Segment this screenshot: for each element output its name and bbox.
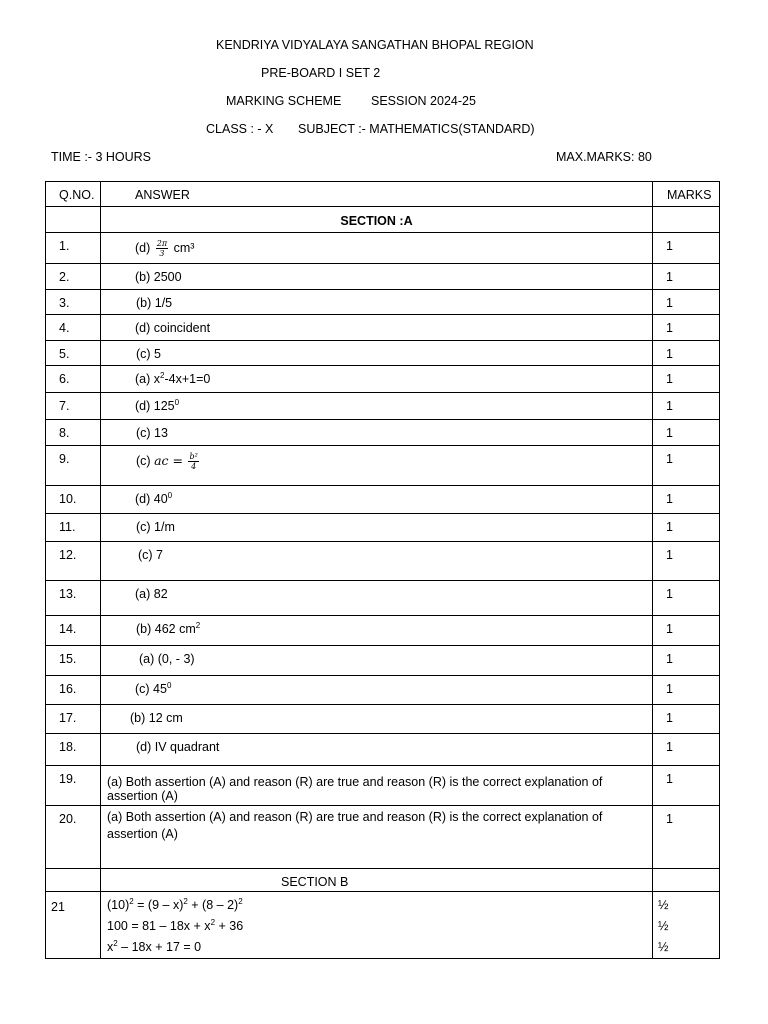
section-a-title: SECTION :A [101,207,653,233]
question-number: 13. [46,581,101,616]
answer-cell: (d) IV quadrant [101,734,653,766]
answer-cell: (b) 1/5 [101,290,653,315]
fraction-numerator: 2π [156,239,168,248]
marks-cell: 1 [653,542,720,581]
question-number: 16. [46,676,101,705]
table-row [46,734,720,766]
answer-cell [101,393,653,420]
table-header-row [46,182,720,207]
answer-text: (c) 45 [135,682,167,696]
table-row [46,581,720,616]
question-number: 15. [46,646,101,676]
marks-cell: 1 [653,676,720,705]
table-row [46,705,720,734]
question-number: 19. [46,766,101,806]
question-number: 12. [46,542,101,581]
answer-fraction [156,239,168,258]
answer-unit: cm³ [173,240,195,255]
marks-cell: 1 [653,581,720,616]
table-row [46,233,720,264]
col-header-marks: MARKS [653,182,720,207]
marks-cell: 1 [653,341,720,366]
marks-cell: 1 [653,233,720,264]
table-row [46,514,720,542]
header-session: SESSION 2024-25 [371,94,476,108]
question-number: 3. [46,290,101,315]
question-number: 9. [46,446,101,486]
question-number: 6. [46,366,101,393]
half-mark: ½ [658,898,669,912]
question-number: 18. [46,734,101,766]
table-row [46,486,720,514]
table-row [46,420,720,446]
table-row [46,766,720,806]
question-number: 11. [46,514,101,542]
question-number: 17. [46,705,101,734]
table-row [46,264,720,290]
answer-cell: (a) 82 [101,581,653,616]
answer-text: (d) 125 [135,399,175,413]
answer-superscript: 2 [160,370,165,380]
fraction-numerator: b² [189,452,198,461]
table-row [46,315,720,341]
marks-cell: 1 [653,420,720,446]
answer-cell: (a) Both assertion (A) and reason (R) are true and reason (R) is the correct explanation of assertion (A) [101,806,653,869]
marks-cell: 1 [653,446,720,486]
question-number: 1. [46,233,101,264]
marks-cell: 1 [653,315,720,341]
table-row [46,646,720,676]
marks-cell: 1 [653,705,720,734]
table-row [46,676,720,705]
answer-cell [101,616,653,646]
table-row [46,616,720,646]
answer-fraction [188,452,198,471]
header-marking-scheme: MARKING SCHEME [226,94,342,108]
answer-option: (c) [136,453,151,468]
marks-cell: 1 [653,766,720,806]
answer-option: (d) [135,240,151,255]
answer-superscript: 0 [174,397,180,407]
marking-scheme-table [45,181,720,959]
section-b-title: SECTION B [101,869,653,892]
question-number: 21 [46,892,101,959]
answer-cell: (a) Both assertion (A) and reason (R) are true and reason (R) is the correct explanation of assertion (A) [101,766,653,806]
marks-cell: 1 [653,366,720,393]
answer-text: (b) 462 cm [136,622,196,636]
answer-superscript: 2 [195,620,201,630]
answer-cell [101,446,653,486]
fraction-denominator: 3 [159,249,165,258]
table-row [46,446,720,486]
question-number: 2. [46,264,101,290]
working-line-2: $100 = 81 - 18x + x^2 + 36$ [107,917,244,933]
question-number: 14. [46,616,101,646]
header-exam: PRE-BOARD I SET 2 [261,66,381,80]
marks-cell: 1 [653,393,720,420]
answer-cell: (c) 1/m [101,514,653,542]
section-b-row [46,869,720,892]
table-row [46,366,720,393]
answer-text: (d) 40 [135,492,168,506]
header-class: CLASS : - X [206,122,274,136]
answer-superscript: 0 [166,680,172,690]
working-line-3: $x^2 - 18x + 17 = 0$ [107,938,202,954]
marks-cell: 1 [653,646,720,676]
marks-cell: 1 [653,734,720,766]
table-row [46,892,720,959]
answer-cell [101,892,653,959]
question-number: 20. [46,806,101,869]
table-row [46,290,720,315]
answer-superscript: 0 [167,490,173,500]
answer-cell: (a) (0, - 3) [101,646,653,676]
half-mark: ½ [658,919,669,933]
marks-cell: 1 [653,514,720,542]
fraction-denominator: 4 [191,462,197,471]
marks-cell [653,892,720,959]
table-row [46,393,720,420]
question-number: 4. [46,315,101,341]
answer-cell [101,233,653,264]
question-number: 8. [46,420,101,446]
col-header-answer: ANSWER [101,182,653,207]
answer-expression: ac = [154,452,183,468]
marks-cell: 1 [653,486,720,514]
marks-cell: 1 [653,616,720,646]
marks-cell: 1 [653,290,720,315]
answer-cell: (d) coincident [101,315,653,341]
answer-cell: (b) 12 cm [101,705,653,734]
answer-text: -4x+1=0 [164,372,211,386]
header-region: KENDRIYA VIDYALAYA SANGATHAN BHOPAL REGION [216,38,534,52]
col-header-qno: Q.NO. [46,182,101,207]
question-number: 10. [46,486,101,514]
header-max-marks: MAX.MARKS: 80 [556,150,652,164]
marks-cell: 1 [653,806,720,869]
section-a-row [46,207,720,233]
answer-cell [101,366,653,393]
table-row [46,542,720,581]
answer-cell: (c) 7 [101,542,653,581]
half-mark: ½ [658,940,669,954]
working-line-1: $(10)^2 = (9 - x)^2 + (8 - 2)^2$ [107,896,243,912]
answer-cell: (b) 2500 [101,264,653,290]
answer-cell: (c) 13 [101,420,653,446]
table-row [46,341,720,366]
table-row [46,806,720,869]
answer-cell [101,486,653,514]
answer-text: (a) x [135,372,160,386]
header-subject: SUBJECT :- MATHEMATICS(STANDARD) [298,122,535,136]
question-number: 7. [46,393,101,420]
marks-cell: 1 [653,264,720,290]
answer-cell: (c) 5 [101,341,653,366]
question-number: 5. [46,341,101,366]
answer-cell [101,676,653,705]
header-time: TIME :- 3 HOURS [51,150,152,164]
